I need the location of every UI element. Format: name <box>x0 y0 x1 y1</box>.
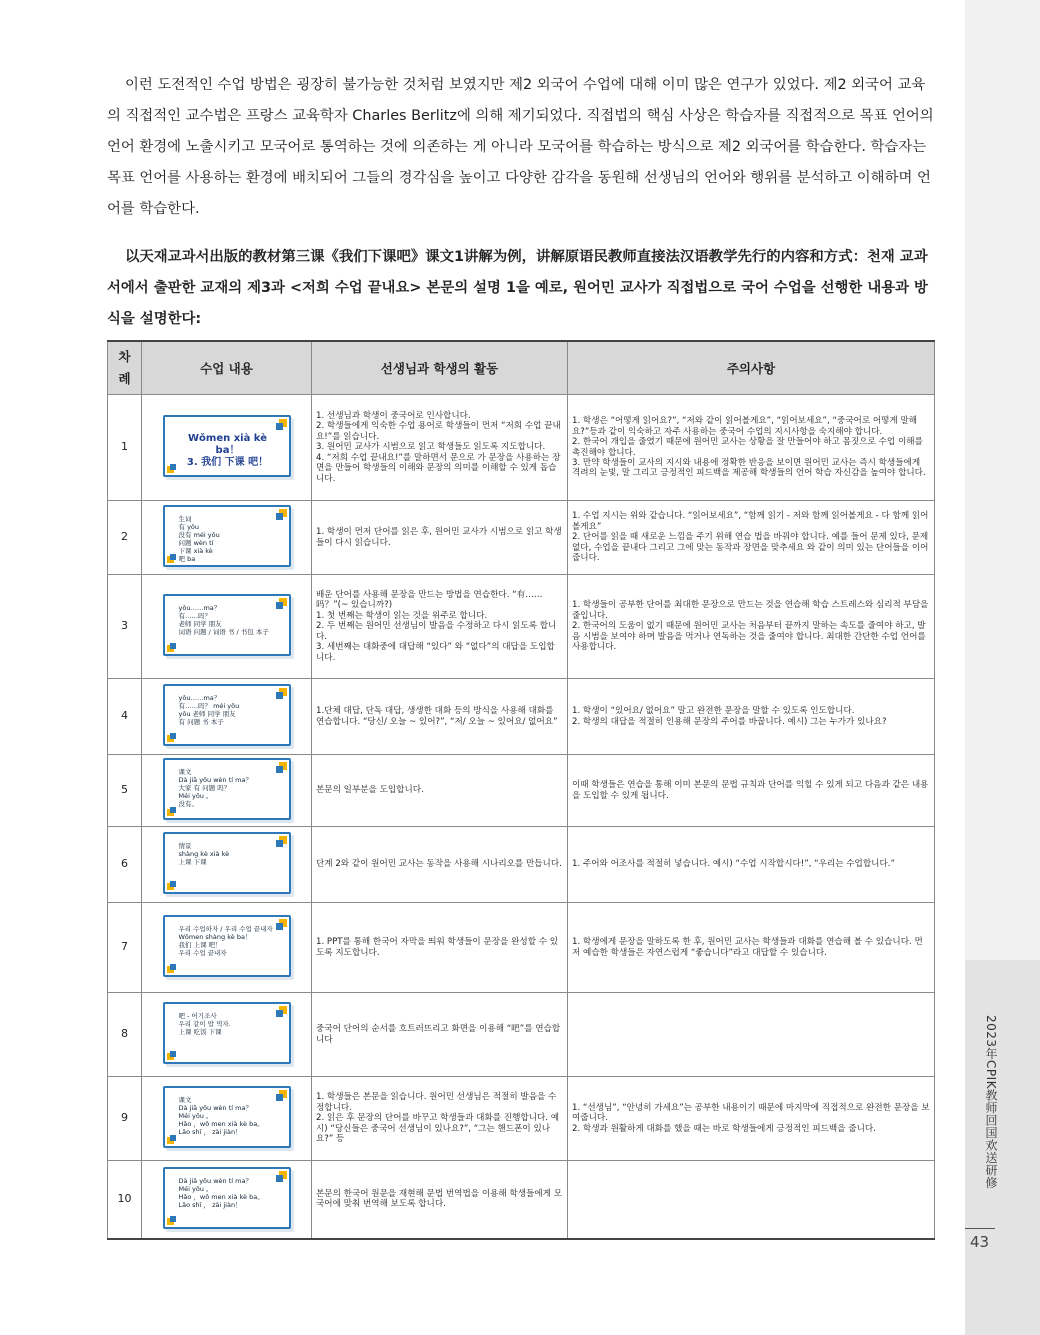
slide-decoration <box>276 840 283 847</box>
table-row <box>108 993 935 1077</box>
section-lead-paragraph: 以天재교과서出版的教材第三课《我们下课吧》课文1讲解为例，讲解原语民教师直接法汉语教学先行的内容和方式：천재 교과서에서 출판한 교재의 제3과 <저희 수업 끝내요> 본문의 설명 1을 예로, 원어민 교사가 직접법으로 국어 수업을 선행한 내용과 방식을 설명한다: <box>107 249 928 327</box>
activity-cell: 본문의 일부분을 도입합니다. <box>312 755 568 827</box>
slide-decoration <box>276 1010 283 1017</box>
row-number: 3 <box>108 575 142 679</box>
row-number: 10 <box>108 1161 142 1239</box>
activity-cell: 배운 단어를 사용해 문장을 만드는 방법을 연습한다. “有……吗？”(~ 있습니까?) 1. 첫 번째는 학생이 읽는 것을 위주로 합니다. 2. 두 번째는 원어민 선생님이 발음을 수정하고 다시 읽도록 합니다. 3. 세번째는 대화중에 대답해 “있다” 와 “없다”의 대답을 도입합니다. <box>312 575 568 679</box>
slide-text: yǒu……ma？ 有……吗？ 老师 同学 朋友 词语 问题 / 词语 书 / 书包 本子 <box>178 603 269 636</box>
slide-cell <box>142 755 312 827</box>
slide-thumbnail <box>163 1086 291 1148</box>
notes-cell: 1. 학생에게 문장을 말하도록 한 후, 원어민 교사는 학생들과 대화를 연습해 볼 수 있습니다. 먼저 예습한 학생들은 자연스럽게 “좋습니다”라고 대답할 수 있습니다. <box>568 903 935 993</box>
notes-cell <box>568 1161 935 1239</box>
table-row <box>108 679 935 755</box>
slide-decoration <box>276 1175 283 1182</box>
notes-cell: 1. 주어와 어조사를 적절히 넣습니다. 예시) “수업 시작합시다!”, “우리는 수업합니다.” <box>568 827 935 903</box>
slide-decoration <box>170 733 176 739</box>
activity-cell: 단계 2와 같이 원어민 교사는 동작을 사용해 시나리오를 만듭니다. <box>312 827 568 903</box>
notes-cell: 1. 학생은 “어떻게 읽어요?”, “저와 같이 읽어볼게요”, “읽어보세요”, “중국어로 어떻게 말해요?”등과 같이 익숙하고 자주 사용하는 중국어 수업의 지시사항을 숙지해야 합니다. 2. 한국어 개입을 줄였기 때문에 원어민 교사는 상황을 잘 만들어야 하고 몸짓으로 수업 이해를 촉진해야 합니다. 3. 만약 학생들이 교사의 지시와 내용에 정확한 반응을 보이면 원어민 교사는 즉시 학생들에게 격려의 눈빛, 말 그리고 긍정적인 피드백을 제공해 학생들의 언어 학습 자신감을 높여야 합니다. <box>568 395 935 501</box>
row-number: 1 <box>108 395 142 501</box>
slide-decoration <box>276 513 283 520</box>
activity-cell: 본문의 한국어 원문을 재현해 문법 번역법을 이용해 학생들에게 모국어에 맞춰 번역해 보도록 합니다. <box>312 1161 568 1239</box>
slide-text: Wǒmen xià kè ba！ 3. 我们 下课 吧！ <box>186 432 269 468</box>
notes-cell <box>568 993 935 1077</box>
row-number: 5 <box>108 755 142 827</box>
table-header-row <box>108 341 935 395</box>
slide-decoration <box>276 1094 283 1101</box>
slide-thumbnail <box>163 1167 291 1229</box>
slide-thumbnail <box>163 684 291 746</box>
row-number: 2 <box>108 501 142 575</box>
activity-cell: 중국어 단어의 순서를 흐트러뜨리고 화면을 이용해 “吧”를 연습합니다 <box>312 993 568 1077</box>
slide-cell <box>142 679 312 755</box>
slide-thumbnail <box>163 1002 291 1064</box>
slide-text: 吧 - 어기조사 우리 같이 밥 먹자. 上课 吃饭 下课 <box>178 1011 231 1036</box>
slide-cell <box>142 395 312 501</box>
slide-decoration <box>170 1135 176 1141</box>
page-number: 43 <box>970 1233 990 1251</box>
slide-text: Dà jiā yǒu wèn tí ma？ Méi yǒu 。 Hǎo ，wǒ men xià kè ba。 Lǎo shī ， zài jiàn！ <box>178 1176 264 1209</box>
slide-decoration <box>170 807 176 813</box>
intro-paragraph: 이런 도전적인 수업 방법은 굉장히 불가능한 것처럼 보였지만 제2 외국어 수업에 대해 이미 많은 연구가 있었다. 제2 외국어 교육의 직접적인 교수법은 프랑스 교육학자 Charles Berlitz에 의해 제기되었다. 직접법의 핵심 사상은 학습자를 직접적으로 목표 언어의 언어 환경에 노출시키고 모국어로 통역하는 것에 의존하는 게 아니라 모국어를 학습하는 방식으로 제2 외국어를 학습한다. 학습자는 목표 언어를 사용하는 환경에 배치되어 그들의 경각심을 높이고 다양한 감각을 동원해 선생님의 언어와 행위를 분석하고 이해하며 언어를 학습한다. <box>107 77 934 217</box>
slide-thumbnail <box>163 505 291 567</box>
page-number-rule <box>965 1228 995 1229</box>
table-row <box>108 1161 935 1239</box>
slide-thumbnail <box>163 415 291 477</box>
slide-text: 우리 수업하자 / 우리 수업 끝내자 Wǒmen shàng kè ba！ 我们 上课 吧！ 우리 수업 끝내자 <box>178 924 273 957</box>
slide-text: 情景 shàng kè xià kè 上课 下课 <box>178 841 230 866</box>
slide-thumbnail <box>163 832 291 894</box>
slide-decoration <box>276 923 283 930</box>
header-notes: 주의사항 <box>568 341 935 395</box>
header-activity: 선생님과 학생의 활동 <box>312 341 568 395</box>
slide-text: 课文 Dà jiā yǒu wèn tí ma？ 大家 有 问题 吗？ Méi yǒu 。 没有。 <box>178 767 252 808</box>
table-row <box>108 1077 935 1161</box>
header-case: 차 례 <box>108 341 142 395</box>
slide-decoration <box>170 964 176 970</box>
slide-decoration <box>170 464 176 470</box>
table-row <box>108 395 935 501</box>
header-content: 수업 내용 <box>142 341 312 395</box>
lesson-table <box>107 340 935 1240</box>
slide-decoration <box>170 1051 176 1057</box>
slide-cell <box>142 1077 312 1161</box>
slide-decoration <box>276 423 283 430</box>
slide-cell <box>142 501 312 575</box>
slide-decoration <box>170 554 176 560</box>
notes-cell: 1. 학생이 “있어요/ 없어요” 말고 완전한 문장을 말할 수 있도록 인도합니다. 2. 학생의 대답을 적절히 인용해 문장의 주어를 바꿉니다. 예시) 그는 누가가 있나요? <box>568 679 935 755</box>
slide-decoration <box>276 602 283 609</box>
activity-cell: 1. PPT를 통해 한국어 자막을 띄워 학생들이 문장을 완성할 수 있도록 지도합니다. <box>312 903 568 993</box>
slide-decoration <box>170 643 176 649</box>
slide-cell <box>142 903 312 993</box>
row-number: 9 <box>108 1077 142 1161</box>
activity-cell: 1.단체 대답, 단독 대답, 생생한 대화 등의 방식을 사용해 대화를 연습합니다. “당신/ 오늘 ~ 있어?”, “저/ 오늘 ~ 있어요/ 없어요” <box>312 679 568 755</box>
slide-text: 课文 Dà jiā yǒu wèn tí ma？ Méi yǒu 。 Hǎo ，wǒ men xià kè ba。 Lǎo shī ， zài jiàn！ <box>178 1095 264 1136</box>
table-row <box>108 827 935 903</box>
slide-cell <box>142 575 312 679</box>
slide-cell <box>142 993 312 1077</box>
notes-cell: 1. “선생님”, “안녕히 가세요”는 공부한 내용이기 때문에 마지막에 직접적으로 완전한 문장을 보여줍니다. 2. 학생과 원활하게 대화를 했을 때는 바로 학생들에게 긍정적인 피드백을 줍니다. <box>568 1077 935 1161</box>
slide-thumbnail <box>163 915 291 977</box>
row-number: 8 <box>108 993 142 1077</box>
sidebar-title: 2023年CPIK教师回国欢送研修 <box>984 1015 998 1190</box>
slide-cell <box>142 827 312 903</box>
lesson-table-body <box>108 395 935 1239</box>
table-row <box>108 501 935 575</box>
row-number: 7 <box>108 903 142 993</box>
slide-cell <box>142 1161 312 1239</box>
slide-thumbnail <box>163 594 291 656</box>
table-row <box>108 903 935 993</box>
activity-cell: 1. 학생이 먼저 단어를 읽은 후, 원어민 교사가 시범으로 읽고 학생들이 다시 읽습니다. <box>312 501 568 575</box>
notes-cell: 이때 학생들은 연습을 통해 이미 본문의 문법 규칙과 단어를 익힐 수 있게 되고 다음과 같은 내용을 도입할 수 있게 됩니다. <box>568 755 935 827</box>
slide-decoration <box>170 881 176 887</box>
slide-decoration <box>276 692 283 699</box>
slide-decoration <box>276 766 283 773</box>
row-number: 4 <box>108 679 142 755</box>
notes-cell: 1. 수업 지시는 위와 같습니다. “읽어보세요”, “함께 읽기 - 저와 함께 읽어볼게요 - 다 함께 읽어볼게요” 2. 단어를 읽을 때 새로운 느낌을 주기 위해 연습 법을 바꿔야 합니다. 예를 들어 문제 있다, 문제없다, 수업을 끝내다 그리고 그에 맞는 동작과 장면을 맞추세요 와 같이 의미 있는 단어들을 이어줍니다. <box>568 501 935 575</box>
notes-cell: 1. 학생들이 공부한 단어를 최대한 문장으로 만드는 것을 연습해 학습 스트레스와 심리적 부담을 줄입니다. 2. 한국어의 도움이 없기 때문에 원어민 교사는 처음부터 끝까지 말하는 속도를 줄여야 하고, 발음 시범을 보여야 하며 발음을 먹거나 연독하는 것을 줄여야 합니다. 최대한 간단한 수업 언어를 사용합니다. <box>568 575 935 679</box>
activity-cell: 1. 학생들은 본문을 읽습니다. 원어민 선생님은 적절히 발음을 수정합니다. 2. 읽은 후 문장의 단어를 바꾸고 학생들과 대화를 진행합니다. 예시) “당신들은 중국어 선생님이 있나요?”, “그는 핸드폰이 있나요?” 등 <box>312 1077 568 1161</box>
slide-thumbnail <box>163 758 291 820</box>
row-number: 6 <box>108 827 142 903</box>
slide-text: yǒu……ma？ 有……吗？ méi yǒu yǒu 老师 同学 朋友 有 问题 书 本子 <box>178 693 240 726</box>
table-row <box>108 755 935 827</box>
table-row <box>108 575 935 679</box>
slide-text: 生词 有 yǒu 没有 méi yǒu 问题 wèn tí 下课 xià kè 吧 ba <box>178 514 220 563</box>
activity-cell: 1. 선생님과 학생이 중국어로 인사합니다. 2. 학생들에게 익숙한 수업 용어로 학생들이 먼저 “저희 수업 끝내요!”를 읽습니다. 3. 원어민 교사가 시범으로 읽고 학생들도 읽도록 지도합니다. 4. “저희 수업 끝내요!”를 말하면서 문으로 가 문장을 사용하는 장면을 만들어 학생들의 이해와 문장의 의미를 이해할 수 있게 돕습니다. <box>312 395 568 501</box>
slide-decoration <box>170 1216 176 1222</box>
